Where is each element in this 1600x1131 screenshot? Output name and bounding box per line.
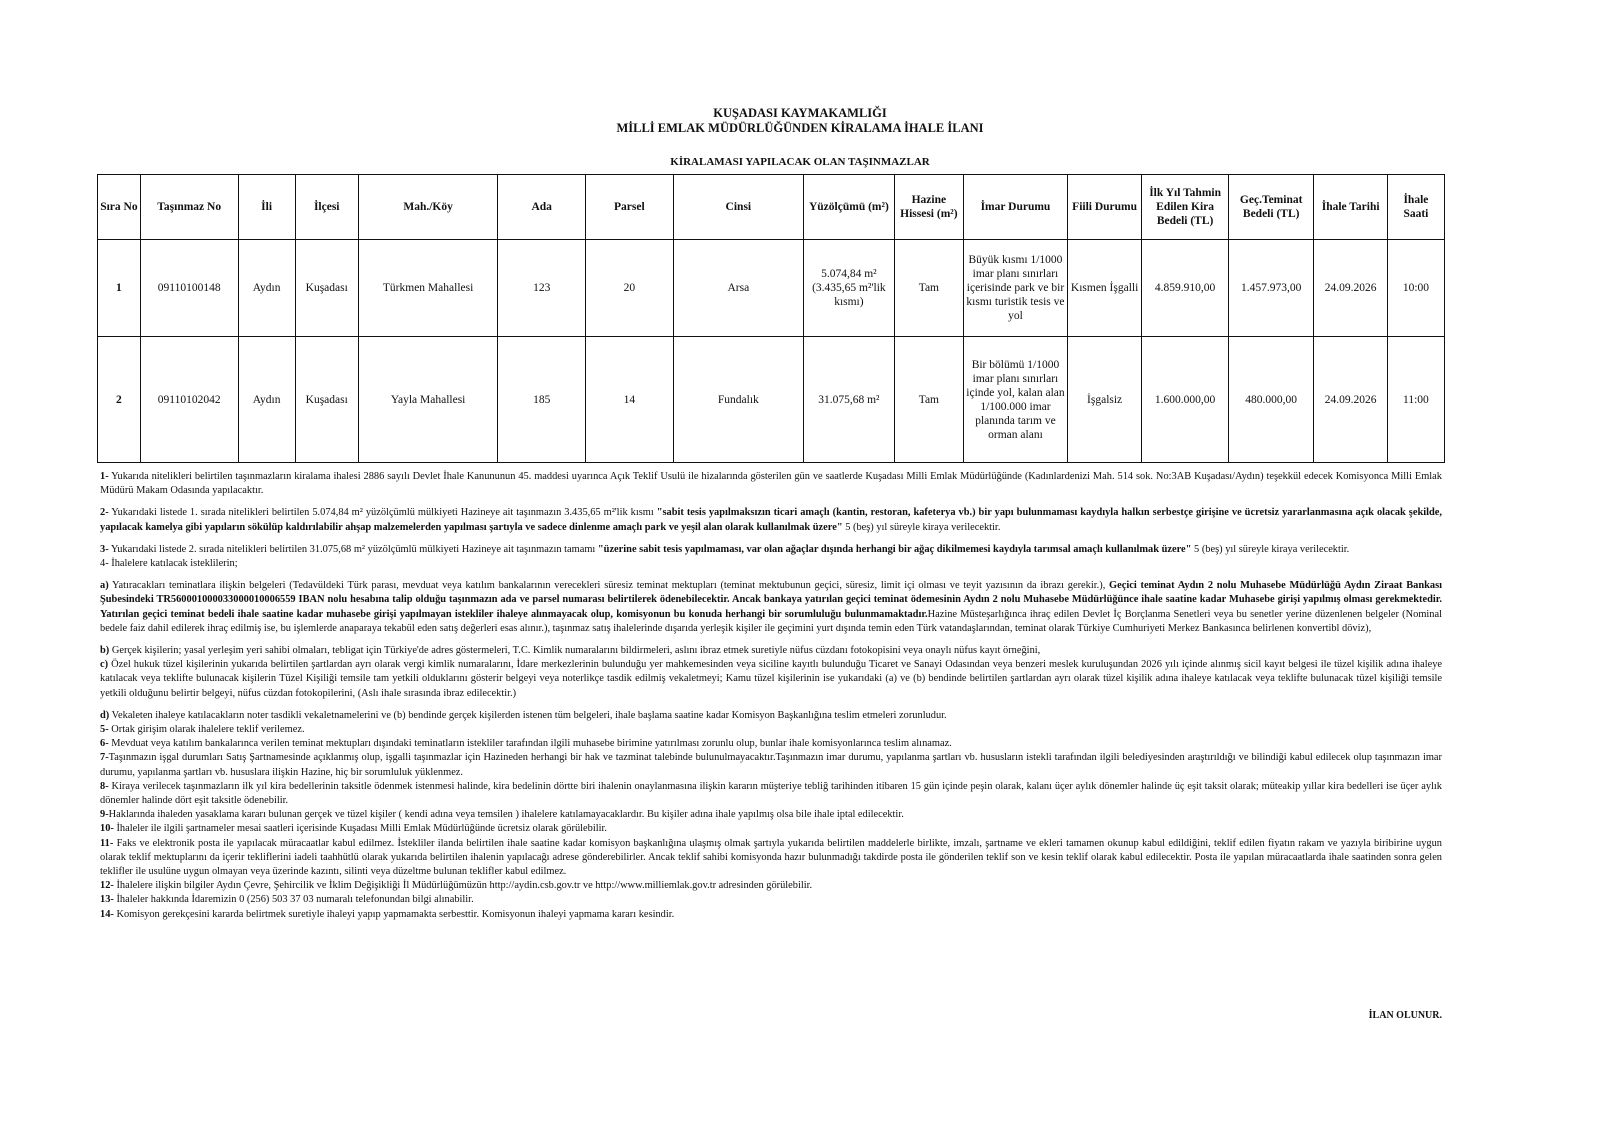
note-7: 7-Taşınmazın işgal durumları Satış Şartnamesinde açıklanmış olup, işgalli taşınmazlar için Hazineden herhangi bir hak ve tazminat talebinde bulunulmayacaktır.Taşınmazın imar durumu, yapılanma şartları vb. hususların istekli tarafından ilgili belediyesinden araştırıldığı ve bilindiği kabul edilecek olup taşınmazın imar durumu, yapılanma şartları vb. hususlara ilişkin Hazine, hiç bir sorumluluk yüklenmez. xyxy=(100,752,1442,778)
property-table xyxy=(97,174,1445,463)
cell-kira-bedeli: 4.859.910,00 xyxy=(1142,240,1229,337)
cell-ili: Aydın xyxy=(238,337,295,463)
col-header-imar-durumu: İmar Durumu xyxy=(964,175,1068,240)
cell-hazine-hissesi: Tam xyxy=(894,337,963,463)
note-9: 9-Haklarında ihaleden yasaklama kararı bulunan gerçek ve tüzel kişiler ( kendi adına veya temsilen ) ihalelere katılamayacaklardır. Bu kişiler adına ihale yapılmış olsa bile ihale iptal edilecektir. xyxy=(100,809,904,821)
cell-cinsi: Arsa xyxy=(673,240,803,337)
note-4: 4- İhalelere katılacak isteklilerin; xyxy=(100,558,238,570)
col-header-tasinmaz-no: Taşınmaz No xyxy=(140,175,238,240)
cell-ilcesi: Kuşadası xyxy=(295,337,358,463)
cell-ada: 123 xyxy=(498,240,586,337)
col-header-yuzolcumu: Yüzölçümü (m²) xyxy=(804,175,895,240)
col-header-ihale-saati: İhale Saati xyxy=(1387,175,1444,240)
col-header-ihale-tarihi: İhale Tarihi xyxy=(1314,175,1387,240)
cell-hazine-hissesi: Tam xyxy=(894,240,963,337)
note-12: 12- İhalelere ilişkin bilgiler Aydın Çevre, Şehircilik ve İklim Değişikliği İl Müdürlüğümüzün http://aydin.csb.gov.tr ve http://www.milliemlak.gov.tr adresinden görülebilir. xyxy=(100,880,813,892)
cell-fiili-durumu: Kısmen İşgalli xyxy=(1067,240,1141,337)
col-header-parsel: Parsel xyxy=(586,175,674,240)
note-4d: d) Vekaleten ihaleye katılacakların noter tasdikli vekaletnamelerini ve (b) bendinde gerçek kişilerden istenen tüm belgeleri, ihale başlama saatine kadar Komisyon Başkanlığına teslim etmeleri zorunludur. xyxy=(100,709,947,721)
cell-tasinmaz-no: 09110100148 xyxy=(140,240,238,337)
col-header-cinsi: Cinsi xyxy=(673,175,803,240)
cell-ihale-tarihi: 24.09.2026 xyxy=(1314,337,1387,463)
note-11: 11- Faks ve elektronik posta ile yapılacak müracaatlar kabul edilmez. İstekliler ilanda belirtilen ihale saatine kadar komisyon başkanlığına ulaşmış olmak şartıyla yukarıda belirtilen maddelerle birlikte, imzalı, şartname ve ekleri tamamen okunup kabul edildiğini, teklif edilen fiyatın rakam ve yazıyla biribirine uygun olarak teklif mektuplarını da içerir tekliflerini iadeli taahhütlü olarak yukarıda belirtilen ihalenin yapılacağı adrese gönderebilirler. Ancak teklif sahibi komisyonda hazır bulunmadığı takdirde posta ile gönderilen teklif son ve kesin teklif olarak kabul edilecektir. Posta ile yapılan müracaatlarda ihale saatinden sonra gelen teklifler ile usulüne uygun olmayan veya üzerinde kazıntı, silinti veya düzeltme bulunan teklifler kabul edilmez. xyxy=(100,837,1442,878)
cell-mah-koy: Türkmen Mahallesi xyxy=(358,240,498,337)
conditions-text xyxy=(100,470,1442,922)
col-header-kira-bedeli: İlk Yıl Tahmin Edilen Kira Bedeli (TL) xyxy=(1142,175,1229,240)
cell-fiili-durumu: İşgalsiz xyxy=(1067,337,1141,463)
closing-text: İLAN OLUNUR. xyxy=(1368,1010,1442,1021)
col-header-ilcesi: İlçesi xyxy=(295,175,358,240)
cell-kira-bedeli: 1.600.000,00 xyxy=(1142,337,1229,463)
note-4b: b) Gerçek kişilerin; yasal yerleşim yeri sahibi olmaları, tebligat için Türkiye'de adres göstermeleri, T.C. Kimlik numaralarını bildirmeleri, aslını ibraz etmek suretiyle nüfus cüzdanı fotokopisini veya onaylı nüfus kayıt örneğini, xyxy=(100,645,1041,657)
cell-yuzolcumu: 5.074,84 m² (3.435,65 m²'lik kısmı) xyxy=(804,240,895,337)
table-row xyxy=(98,240,1445,337)
cell-parsel: 20 xyxy=(586,240,674,337)
cell-ihale-saati: 11:00 xyxy=(1387,337,1444,463)
note-8: 8- Kiraya verilecek taşınmazların ilk yıl kira bedellerinin taksitle ödenmek istenmesi halinde, kira bedelinin dörtte biri ihalenin onaylanmasına ilişkin kararın müşteriye tebliğ tarihinden itibaren 15 gün içinde peşin olarak, kalanı üçer aylık dönemler halinde üç eşit taksit olarak; müteakip yıllar kira bedelleri ise üçer aylık dönemler halinde dört eşit taksitle ödenebilir. xyxy=(100,780,1442,807)
col-header-ili: İli xyxy=(238,175,295,240)
col-header-teminat-bedeli: Geç.Teminat Bedeli (TL) xyxy=(1228,175,1314,240)
cell-ilcesi: Kuşadası xyxy=(295,240,358,337)
note-5: 5- Ortak girişim olarak ihalelere teklif verilemez. xyxy=(100,724,305,736)
table-row xyxy=(98,337,1445,463)
col-header-sira: Sıra No xyxy=(98,175,141,240)
document-header xyxy=(0,106,1600,136)
cell-ada: 185 xyxy=(498,337,586,463)
note-10: 10- İhaleler ile ilgili şartnameler mesai saatleri içerisinde Kuşadası Milli Emlak Müdürlüğünde ücretsiz olarak görülebilir. xyxy=(100,823,607,835)
cell-yuzolcumu: 31.075,68 m² xyxy=(804,337,895,463)
cell-sira: 1 xyxy=(98,240,141,337)
cell-imar-durumu: Büyük kısmı 1/1000 imar planı sınırları içerisinde park ve bir kısmı turistik tesis ve yol xyxy=(964,240,1068,337)
cell-ihale-tarihi: 24.09.2026 xyxy=(1314,240,1387,337)
cell-teminat-bedeli: 1.457.973,00 xyxy=(1228,240,1314,337)
note-14: 14- Komisyon gerekçesini kararda belirtmek suretiyle ihaleyi yapıp yapmamakta serbesttir. Komisyonun ihaleyi yapmama kararı kesindir. xyxy=(100,908,675,920)
cell-ili: Aydın xyxy=(238,240,295,337)
cell-ihale-saati: 10:00 xyxy=(1387,240,1444,337)
cell-tasinmaz-no: 09110102042 xyxy=(140,337,238,463)
note-4a: a) Yatıracakları teminatlara ilişkin belgeleri (Tedavüldeki Türk parası, mevduat veya katılım bankalarının verecekleri süresiz teminat mektupları (teminat mektubunun geçici, süresiz, limit içi olması ve teyit yazısının da ibrazı gerekir.), Geçici teminat Aydın 2 nolu Muhasebe Müdürlüğü Aydın Ziraat Bankası Şubesindeki TR560001000033000010006559 IBAN nolu hesabına talip olduğu taşınmazın ada ve parsel numarası belirtilerek ödenebilecektir. Ancak bankaya yatırılan geçici teminat ödemesinin Aydın 2 nolu Muhasebe Müdürlüğünce ihale saatine kadar Muhasebe girişi yapılmış olması gerekmektedir. Yatırılan geçici teminat bedeli ihale saatine kadar muhasebe girişi yapılmayan istekliler ihaleye alınmayacak olup, komisyonun bu konuda herhangi bir sorumluluğu bulunmamaktadır.Hazine Müsteşarlığınca ihraç edilen Devlet İç Borçlanma Senetleri veya bu senetler yerine düzenlenen belgeler (Nominal bedele faiz dahil edilerek ihraç edilmiş ise, bu işlemlerde anaparaya tekabül eden satış değerleri esas alınır.), taşınmaz satış ihalelerinde dışarıda yerleşik kişiler ile geçimini yurt dışında temin eden Türk vatandaşlarından, teminat olarak Türkiye Cumhuriyeti Merkez Bankasınca belirlenen konvertibl döviz), xyxy=(100,580,1443,634)
note-1: 1- Yukarıda nitelikleri belirtilen taşınmazların kiralama ihalesi 2886 sayılı Devlet İhale Kanununun 45. maddesi uyarınca Açık Teklif Usulü ile hizalarında gösterilen gün ve saatlerde Kuşadası Milli Emlak Müdürlüğünde (Kadınlardenizi Mah. 514 sok. No:3AB Kuşadası/Aydın) teşekkül edecek Komisyonca Milli Emlak Müdürü Makam Odasında yapılacaktır. xyxy=(100,471,1442,497)
cell-parsel: 14 xyxy=(586,337,674,463)
cell-sira: 2 xyxy=(98,337,141,463)
cell-cinsi: Fundalık xyxy=(673,337,803,463)
table-title: KİRALAMASI YAPILACAK OLAN TAŞINMAZLAR xyxy=(670,156,930,168)
col-header-ada: Ada xyxy=(498,175,586,240)
col-header-hazine-hissesi: Hazine Hissesi (m²) xyxy=(894,175,963,240)
cell-mah-koy: Yayla Mahallesi xyxy=(358,337,498,463)
col-header-fiili-durumu: Fiili Durumu xyxy=(1067,175,1141,240)
header-line-1: KUŞADASI KAYMAKAMLIĞI xyxy=(713,106,887,120)
cell-imar-durumu: Bir bölümü 1/1000 imar planı sınırları içinde yol, kalan alan 1/100.000 imar planında tarım ve orman alanı xyxy=(964,337,1068,463)
header-line-2: MİLLİ EMLAK MÜDÜRLÜĞÜNDEN KİRALAMA İHALE İLANI xyxy=(616,121,984,135)
cell-teminat-bedeli: 480.000,00 xyxy=(1228,337,1314,463)
table-header-row xyxy=(98,175,1445,240)
note-13: 13- İhaleler hakkında İdaremizin 0 (256) 503 37 03 numaralı telefonundan bilgi alınabilir. xyxy=(100,894,474,906)
col-header-mah-koy: Mah./Köy xyxy=(358,175,498,240)
note-4c: c) Özel hukuk tüzel kişilerinin yukarıda belirtilen şartlardan ayrı olarak vergi kimlik numaralarını, İdare merkezlerinin bulunduğu yer mahkemesinden veya siciline kayıtlı bulunduğu Ticaret ve Sanayi Odasından veya benzeri meslek kuruluşundan 2026 yılı içinde alınmış sicil kayıt belgesi ile tüzel kişilik adına ihaleye katılacak veya teklifte bulunacak kişilerin Tüzel Kişiliği temsile tam yetkili olduklarını gösterir belgeyi veya noterlikçe tasdik edilmiş vekaletmeyi; Kamu tüzel kişilerinin ise yukarıdaki (a) ve (b) bendinde belirtilen şartlardan ayrı olarak tüzel kişilik adına ihaleye katılacak veya teklifte bulunacak tüzel kişiliği temsile yetkili olduğunu belirtir belgeyi, nüfus cüzdan fotokopilerini, (Aslı ihale sırasında ibraz edilecektir.) xyxy=(100,659,1442,699)
note-6: 6- Mevduat veya katılım bankalarınca verilen teminat mektupları dışındaki teminatların istekliler tarafından ilgili muhasebe birimine yatırılması zorunlu olup, bunlar ihale komisyonlarınca teslim alınamaz. xyxy=(100,738,952,750)
note-2: 2- Yukarıdaki listede 1. sırada nitelikleri belirtilen 5.074,84 m² yüzölçümlü mülkiyeti Hazineye ait taşınmazın 3.435,65 m²'lik kısmı "sabit tesis yapılmaksızın ticari amaçlı (kantin, restoran, kafeterya vb.) bir yapı bulunmaması kaydıyla halkın serbestçe girişine ve ücretsiz yararlanmasına açık olacak şekilde, yapılacak kamelya gibi yapıların sökülüp kaldırılabilir ahşap malzemelerden yapılması şartıyla ve sadece dinlenme amaçlı park ve yeşil alan olarak kullanılmak üzere" 5 (beş) yıl süreyle kiraya verilecektir. xyxy=(100,507,1442,533)
note-3: 3- Yukarıdaki listede 2. sırada nitelikleri belirtilen 31.075,68 m² yüzölçümlü mülkiyeti Hazineye ait taşınmazın tamamı "üzerine sabit tesis yapılmaması, var olan ağaçlar dışında herhangi bir ağaç dikilmemesi kaydıyla tarımsal amaçlı kullanılmak üzere" 5 (beş) yıl süreyle kiraya verilecektir. xyxy=(100,543,1350,555)
